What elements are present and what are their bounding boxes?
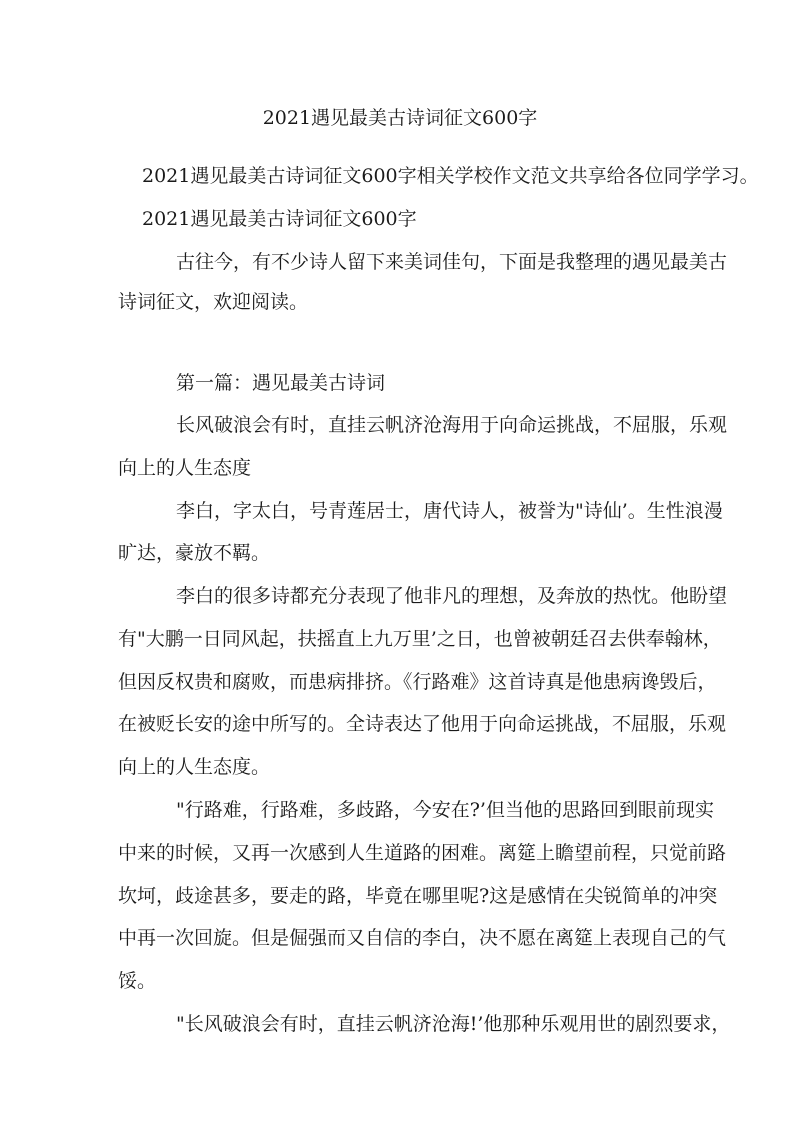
paragraph-line: "行路难，行路难，多歧路，今安在?’但当他的思路回到眼前现实 [176,799,714,821]
paragraph-line: 但因反权贵和腐败，而患病排挤。《行路难》这首诗真是他患病谗毁后， [118,671,717,693]
paragraph-line: 向上的人生态度 [118,457,252,479]
paragraph-line: 中来的时候，又再一次感到人生道路的困难。离筵上瞻望前程，只觉前路 [118,842,727,864]
intro-paragraph: 2021遇见最美古诗词征文600字相关学校作文范文共享给各位同学学习。 [142,165,759,187]
paragraph-line: 长风破浪会有时，直挂云帆济沧海用于向命运挑战，不屈服，乐观 [176,414,728,436]
paragraph-line: 李白，字太白，号青莲居士，唐代诗人，被誉为"诗仙’。生性浪漫 [176,500,723,522]
paragraph-line: 向上的人生态度。 [118,756,271,778]
paragraph-line: 在被贬长安的途中所写的。全诗表达了他用于向命运挑战，不屈服，乐观 [118,713,727,735]
paragraph-line: 馁。 [118,970,157,992]
paragraph-line: 李白的很多诗都充分表现了他非凡的理想，及奔放的热忱。他盼望 [176,585,728,607]
paragraph-line: 旷达，豪放不羁。 [118,542,271,564]
paragraph-line: 有"大鹏一日同风起，扶摇直上九万里’之日，也曾被朝廷召去供奉翰林， [118,628,722,650]
document-title: 2021遇见最美古诗词征文600字 [262,107,538,129]
paragraph-line: 古往今，有不少诗人留下来美词佳句，下面是我整理的遇见最美古 [176,251,728,273]
paragraph-line: 中再一次回旋。但是倔强而又自信的李白，决不愿在离筵上表现自己的气 [118,927,727,949]
paragraph-line: "长风破浪会有时，直挂云帆济沧海!’他那种乐观用世的剧烈要求， [176,1013,731,1035]
paragraph-line: 坎坷，歧途甚多，要走的路，毕竟在哪里呢?这是感情在尖锐简单的冲突 [118,885,718,907]
section-heading: 第一篇：遇见最美古诗词 [176,372,386,394]
paragraph-line: 诗词征文，欢迎阅读。 [118,291,309,313]
subtitle: 2021遇见最美古诗词征文600字 [142,208,417,230]
